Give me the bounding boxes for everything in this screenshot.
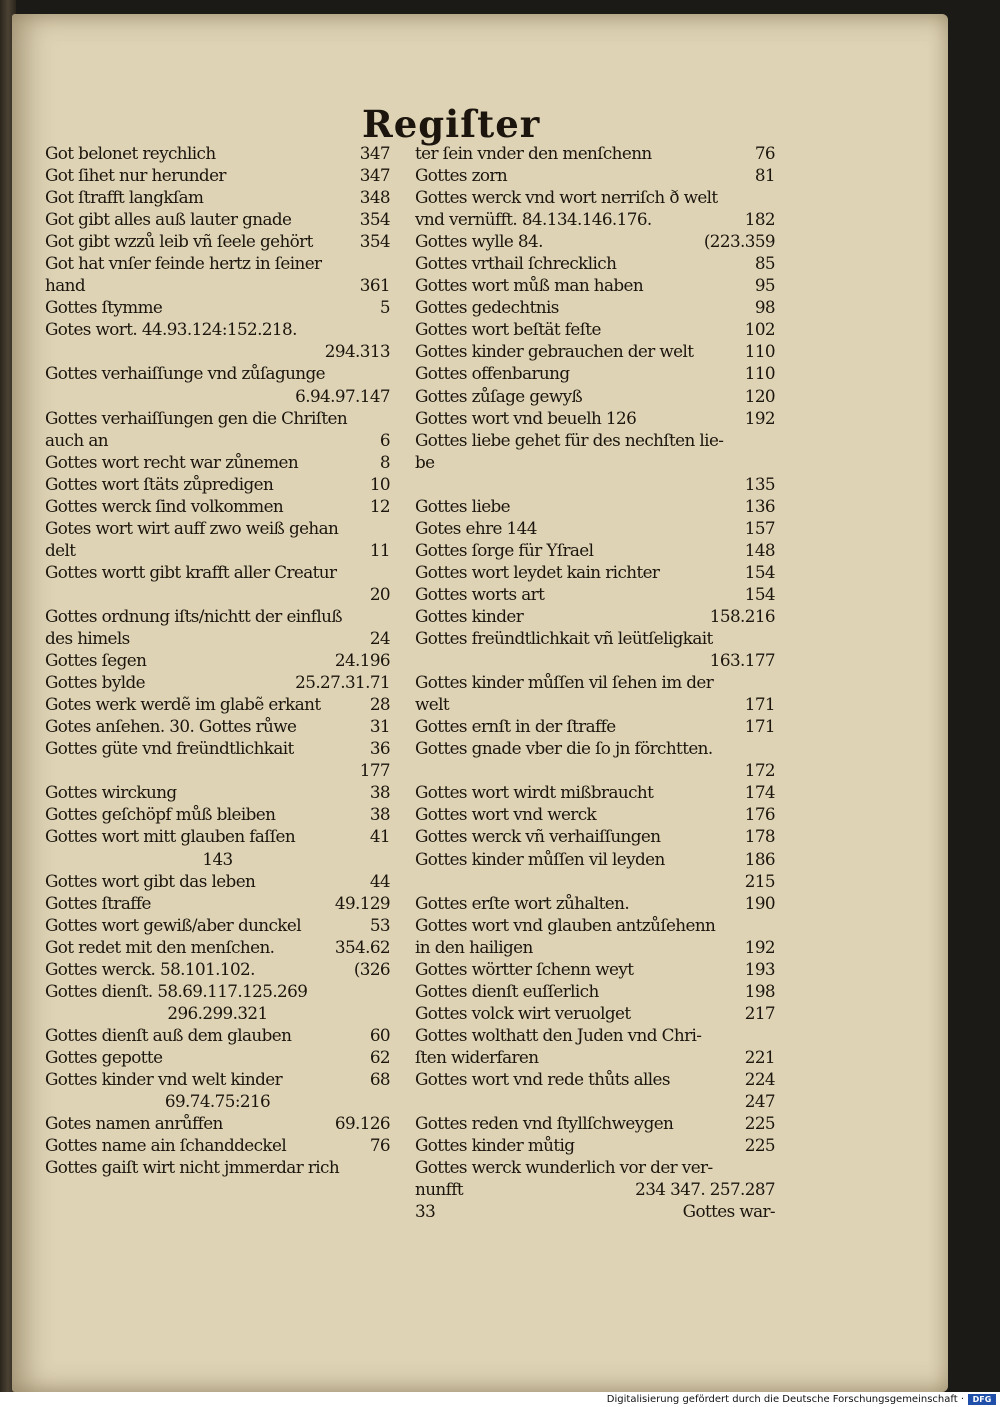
entry-text: welt [415,694,450,715]
register-entry [45,825,390,847]
entry-page-numbers: 60 [369,1024,390,1045]
entry-text: Gottes vrthail ſchrecklich [415,253,617,274]
register-entry [45,561,390,583]
register-entry [45,914,390,936]
entry-text: Gottes werck. 58.101.102. [45,958,255,979]
entry-page-numbers: 102 [744,319,775,340]
register-entry [415,649,775,671]
register-entry [415,252,775,274]
register-entry [45,186,390,208]
entry-page-numbers: 36 [369,738,390,759]
register-entry [45,649,390,671]
entry-text: auch an [45,429,108,450]
entry-page-numbers: 158.216 [709,605,775,626]
register-entry [45,274,390,296]
entry-text: 33 [415,1201,436,1222]
entry-page-numbers: 69.126 [334,1113,390,1134]
register-entry [415,1046,775,1068]
entry-page-numbers: 28 [369,694,390,715]
entry-text: Gottes gepotte [45,1046,163,1067]
register-entry [415,318,775,340]
entry-page-numbers: 81 [754,165,775,186]
entry-text: Gottes wort beſtät feſte [415,319,601,340]
entry-page-numbers: 172 [744,760,775,781]
register-entry [415,583,775,605]
register-entry [45,870,390,892]
register-entry [45,1002,390,1024]
entry-page-numbers: 217 [744,1002,775,1023]
entry-page-numbers: 247 [744,1091,775,1112]
entry-page-numbers: 171 [744,716,775,737]
register-entry [415,914,775,936]
register-entry [45,715,390,737]
entry-page-numbers: 31 [369,716,390,737]
entry-page-numbers: 38 [369,782,390,803]
register-entry [45,164,390,186]
register-entry [415,870,775,892]
entry-page-numbers: 41 [369,826,390,847]
entry-text: delt [45,539,76,560]
entry-page-numbers: 12 [369,495,390,516]
entry-text: Gottes wort mitt glauben faſſen [45,826,296,847]
register-entry [45,539,390,561]
register-right-column [415,142,775,1222]
register-entry [415,142,775,164]
entry-text: Gottes geſchöpf můß bleiben [45,804,276,825]
register-entry [45,1134,390,1156]
entry-page-numbers: (223.359 [703,231,775,252]
register-entry [415,1178,775,1200]
entry-page-numbers: 98 [754,297,775,318]
register-entry [415,848,775,870]
entry-text: Gottes wort gibt das leben [45,870,256,891]
entry-text: Gottes wort vnd glauben antzůſehenn [415,914,716,935]
register-entry [45,230,390,252]
entry-text: Gottes ernſt in der ſtraffe [415,716,616,737]
register-entry [415,561,775,583]
register-entry [45,318,390,340]
register-entry [415,385,775,407]
entry-page-numbers: 163.177 [709,650,775,671]
entry-text: Gottes wort vnd werck [415,804,597,825]
entry-page-numbers: 224 [744,1068,775,1089]
entry-text: Gottes kinder [415,605,524,626]
entry-page-numbers: 234 347. 257.287 [635,1179,775,1200]
register-entry [45,1112,390,1134]
entry-page-numbers: 20 [369,583,390,604]
register-entry [45,1024,390,1046]
register-entry [45,451,390,473]
entry-page-numbers: 361 [359,275,390,296]
entry-page-numbers: 69.74.75:216 [164,1091,271,1112]
entry-text: des himels [45,628,130,649]
entry-text: Gottes wortt gibt krafft aller Creatur [45,561,337,582]
entry-text: Gottes liebe [415,495,511,516]
register-entry [415,936,775,958]
entry-page-numbers: 221 [744,1046,775,1067]
entry-page-numbers: 296.299.321 [167,1002,268,1023]
entry-text: Gottes kinder vnd welt kinder [45,1068,282,1089]
entry-text: Gottes wort recht war zůnemen [45,451,299,472]
register-entry [415,980,775,1002]
entry-page-numbers: 85 [754,253,775,274]
entry-page-numbers: 110 [744,363,775,384]
entry-page-numbers: 11 [369,539,390,560]
entry-text: Gottes volck wirt veruolget [415,1002,631,1023]
register-entry [45,781,390,803]
register-entry [45,737,390,759]
entry-page-numbers: 49.129 [334,892,390,913]
entry-page-numbers: 24.196 [334,650,390,671]
register-entry [45,980,390,1002]
register-entry [415,274,775,296]
entry-text: Gotes wort wirt auff zwo weiß gehan [45,517,339,538]
entry-text: be [415,451,435,472]
register-entry [45,473,390,495]
entry-text: Gottes wort vnd rede thůts alles [415,1068,670,1089]
entry-text: Gottes dienſt. 58.69.117.125.269 [45,980,308,1001]
entry-text: Gottes werck wunderlich vor der ver- [415,1157,713,1178]
entry-text: Gottes wort vnd beuelh 126 [415,407,637,428]
entry-text: Gotes anſehen. 30. Gottes růwe [45,716,297,737]
register-entry [45,848,390,870]
entry-text: Got gibt alles auß lauter gnade [45,209,292,230]
register-entry [415,759,775,781]
register-entry [415,825,775,847]
register-entry [45,340,390,362]
register-entry [45,1156,390,1178]
entry-text: Gottes dienſt euſſerlich [415,980,599,1001]
entry-page-numbers: 157 [744,517,775,538]
register-entry [45,1090,390,1112]
entry-page-numbers: 10 [369,473,390,494]
entry-page-numbers: 62 [369,1046,390,1067]
entry-text: Got redet mit den menſchen. [45,936,275,957]
entry-text: Gottes wort wirdt mißbraucht [415,782,654,803]
entry-text: Gottes werck ſind volkommen [45,495,284,516]
entry-page-numbers: 347 [359,143,390,163]
register-entry [415,892,775,914]
register-entry [45,208,390,230]
entry-text: Gottes worts art [415,583,545,604]
entry-text: Got belonet reychlich [45,143,216,163]
entry-text: Gotes ehre 144 [415,517,537,538]
entry-page-numbers: 143 [202,848,233,869]
entry-text: ſten widerfaren [415,1046,539,1067]
entry-text: Gotes wort. 44.93.124:152.218. [45,319,297,340]
entry-text: Gottes wirckung [45,782,177,803]
entry-page-numbers: 178 [744,826,775,847]
entry-text: Gottes wylle 84. [415,231,543,252]
register-entry [415,1002,775,1024]
entry-page-numbers: 154 [744,583,775,604]
register-entry [415,451,775,473]
entry-page-numbers: 294.313 [324,341,390,362]
register-entry [415,164,775,186]
entry-text: Gottes ſorge für Yſrael [415,539,594,560]
entry-text: Gotes werk werdẽ im glabẽ erkant [45,694,321,715]
entry-text: Gottes reden vnd ſtyllſchweygen [415,1113,674,1134]
register-entry [415,1200,775,1222]
entry-text: Gottes ſtymme [45,297,163,318]
register-entry [45,385,390,407]
entry-text: vnd vernüfft. 84.134.146.176. [415,209,652,230]
register-entry [415,781,775,803]
entry-text: Gottes gedechtnis [415,297,559,318]
entry-page-numbers: 68 [369,1068,390,1089]
register-entry [45,296,390,318]
register-entry [415,296,775,318]
register-entry [45,495,390,517]
register-entry [415,803,775,825]
page-heading: Regiſter [362,102,541,146]
entry-text: Gottes gnade vber die ſo jn förchtten. [415,738,713,759]
entry-page-numbers: 5 [379,297,390,318]
register-entry [415,1134,775,1156]
register-entry [415,715,775,737]
entry-text: Gotes namen anrůffen [45,1113,223,1134]
entry-page-numbers: 177 [359,760,390,781]
entry-page-numbers: 135 [744,473,775,494]
entry-text: Gottes freündtlichkait vñ leütſeligkait [415,628,713,649]
entry-text: Gottes kinder můtig [415,1135,575,1156]
entry-page-numbers: 44 [369,870,390,891]
entry-text: Gottes wörtter ſchenn weyt [415,958,634,979]
entry-text: Gottes liebe gehet für des nechſten lie- [415,429,724,450]
register-entry [415,208,775,230]
entry-text: Got gibt wzzů leib vñ ſeele gehört [45,231,313,252]
register-entry [45,142,390,164]
entry-page-numbers: 76 [754,143,775,163]
entry-text: Gottes kinder můſſen vil ſehen im der [415,672,714,693]
entry-text: Gottes ſtraffe [45,892,151,913]
entry-page-numbers: 53 [369,914,390,935]
entry-text: Gottes zorn [415,165,508,186]
entry-text: Gottes wort můß man haben [415,275,644,296]
register-entry [415,1112,775,1134]
entry-page-numbers: 354 [359,231,390,252]
entry-page-numbers: 120 [744,385,775,406]
entry-text: Gottes wort ſtäts zůpredigen [45,473,274,494]
entry-page-numbers: 136 [744,495,775,516]
entry-text: Gottes werck vnd wort nerriſch ð welt [415,187,718,208]
register-entry [45,1046,390,1068]
register-entry [45,936,390,958]
entry-page-numbers: 190 [744,892,775,913]
entry-text: Got hat vnſer feinde hertz in ſeiner [45,253,322,274]
entry-page-numbers: 198 [744,980,775,1001]
entry-page-numbers: Gottes war- [682,1201,775,1222]
register-entry [415,671,775,693]
entry-text: Gottes zůſage gewyß [415,385,583,406]
entry-text: Gottes wolthatt den Juden vnd Chri- [415,1024,702,1045]
entry-page-numbers: 186 [744,848,775,869]
entry-text: Gottes kinder gebrauchen der welt [415,341,694,362]
register-entry [415,1090,775,1112]
register-entry [415,429,775,451]
entry-page-numbers: 171 [744,694,775,715]
entry-page-numbers: 192 [744,407,775,428]
register-entry [45,892,390,914]
register-entry [45,759,390,781]
entry-text: Gottes güte vnd freündtlichkait [45,738,294,759]
entry-page-numbers: 182 [744,209,775,230]
entry-page-numbers: (326 [353,958,390,979]
entry-text: Gottes offenbarung [415,363,570,384]
entry-text: hand [45,275,85,296]
entry-text: Gottes kinder můſſen vil leyden [415,848,665,869]
book-page [12,14,948,1392]
entry-text: Gottes dienſt auß dem glauben [45,1024,292,1045]
entry-page-numbers: 225 [744,1135,775,1156]
register-entry [45,958,390,980]
register-entry [415,693,775,715]
entry-text: Gottes gaiſt wirt nicht jmmerdar rich [45,1157,340,1178]
entry-text: in den hailigen [415,936,533,957]
entry-text: Gottes bylde [45,672,145,693]
entry-page-numbers: 6 [379,429,390,450]
register-entry [415,517,775,539]
entry-page-numbers: 354.62 [334,936,390,957]
register-entry [415,340,775,362]
entry-page-numbers: 354 [359,209,390,230]
register-entry [415,186,775,208]
register-entry [415,737,775,759]
register-entry [45,407,390,429]
entry-page-numbers: 6.94.97.147 [295,385,390,406]
register-entry [415,230,775,252]
entry-page-numbers: 225 [744,1113,775,1134]
register-entry [415,1024,775,1046]
register-entry [45,583,390,605]
entry-text: Gottes ſegen [45,650,147,671]
entry-page-numbers: 154 [744,561,775,582]
entry-page-numbers: 348 [359,187,390,208]
entry-text: Gottes name ain ſchanddeckel [45,1135,287,1156]
entry-page-numbers: 110 [744,341,775,362]
entry-page-numbers: 174 [744,782,775,803]
entry-page-numbers: 148 [744,539,775,560]
register-entry [415,1068,775,1090]
register-entry [45,252,390,274]
entry-text: Got ſtrafft langkſam [45,187,204,208]
register-entry [45,429,390,451]
entry-text: Gottes wort gewiß/aber dunckel [45,914,301,935]
entry-page-numbers: 38 [369,804,390,825]
entry-text: ter ſein vnder den menſchenn [415,143,652,163]
register-entry [415,539,775,561]
entry-text: Gottes wort leydet kain richter [415,561,660,582]
entry-text: nunfft [415,1179,463,1200]
register-entry [45,803,390,825]
entry-text: Gottes verhaiſſungen gen die Chriſten [45,407,348,428]
register-entry [45,362,390,384]
entry-text: Gottes erſte wort zůhalten. [415,892,630,913]
register-entry [415,362,775,384]
register-entry [45,605,390,627]
entry-page-numbers: 193 [744,958,775,979]
register-entry [415,495,775,517]
entry-page-numbers: 24 [369,628,390,649]
entry-page-numbers: 347 [359,165,390,186]
footer-bar [0,1392,1000,1407]
entry-text: Gottes ordnung iſts/nichtt der einfluß [45,605,342,626]
register-entry [415,605,775,627]
register-entry [45,693,390,715]
register-entry [415,473,775,495]
register-entry [415,1156,775,1178]
entry-page-numbers: 76 [369,1135,390,1156]
register-entry [45,1068,390,1090]
dfg-logo: DFG [968,1394,996,1405]
register-entry [415,627,775,649]
register-entry [45,627,390,649]
entry-page-numbers: 25.27.31.71 [295,672,390,693]
register-entry [415,407,775,429]
register-entry [45,517,390,539]
entry-text: Gottes verhaiſſunge vnd zůſagunge [45,363,325,384]
entry-page-numbers: 95 [754,275,775,296]
register-entry [45,671,390,693]
entry-page-numbers: 176 [744,804,775,825]
register-left-column [45,142,390,1178]
entry-text: Gottes werck vñ verhaiſſungen [415,826,661,847]
register-entry [415,958,775,980]
entry-page-numbers: 8 [379,451,390,472]
entry-page-numbers: 215 [744,870,775,891]
funding-notice: Digitalisierung gefördert durch die Deutsche Forschungsgemeinschaft · [606,1394,964,1405]
entry-page-numbers: 192 [744,936,775,957]
entry-text: Got ſihet nur herunder [45,165,226,186]
